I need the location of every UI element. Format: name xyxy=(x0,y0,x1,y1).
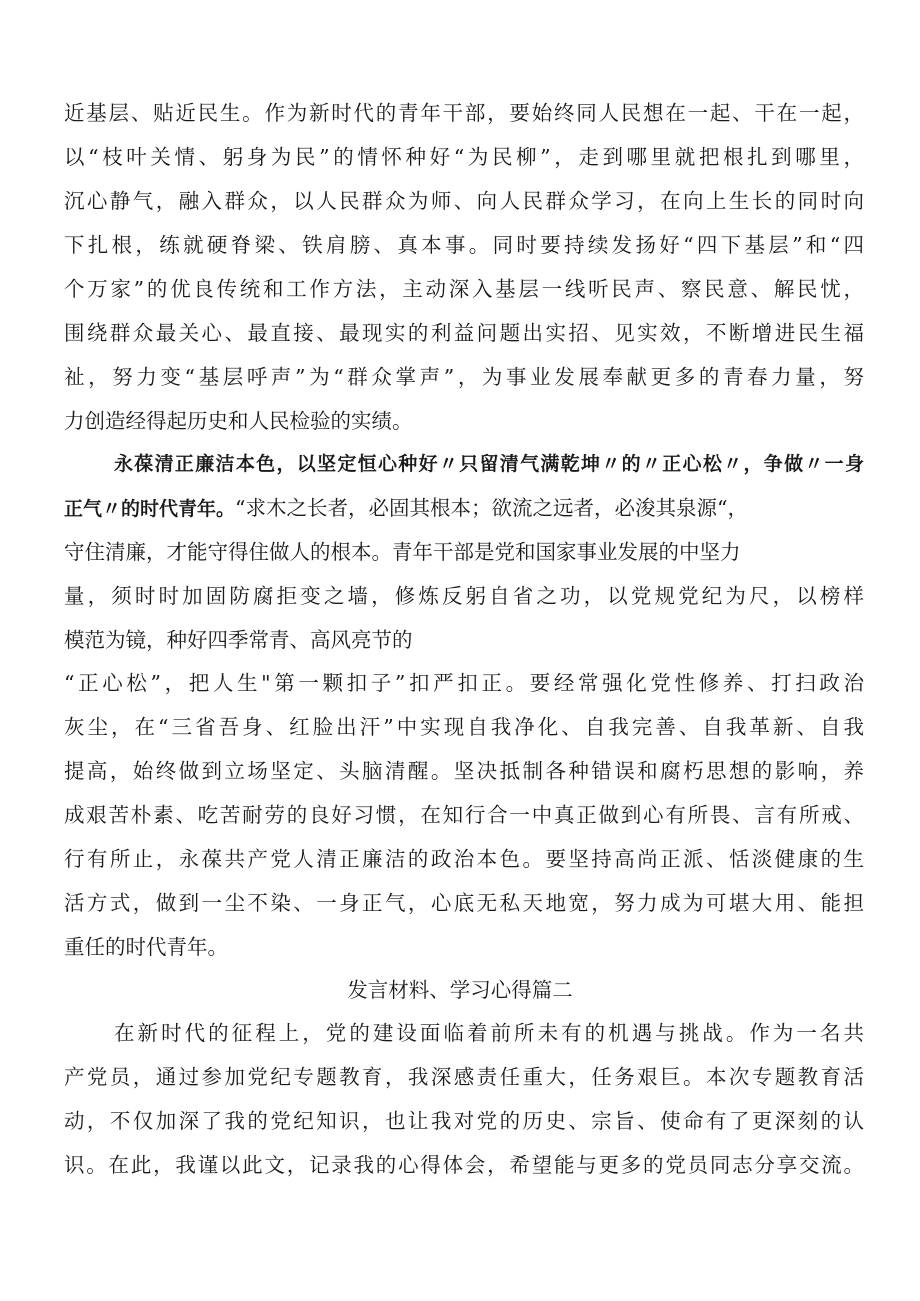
paragraph-line: 下扎根，练就硬脊梁、铁肩膀、真本事。同时要持续发扬好“四下基层”和“四 xyxy=(64,233,864,257)
paragraph-line: 力创造经得起历史和人民检验的实绩。 xyxy=(64,409,413,433)
paragraph-line: 成艰苦朴素、吃苦耐劳的良好习惯，在知行合一中真正做到心有所畏、言有所戒、 xyxy=(64,803,864,827)
bold-heading-text: 正气〃的时代青年。 xyxy=(64,498,236,520)
paragraph-line: 灰尘，在“三省吾身、红脸出汗”中实现自我净化、自我完善、自我革新、自我 xyxy=(64,715,864,739)
paragraph-line: 提高，始终做到立场坚定、头脑清醒。坚决抵制各种错误和腐朽思想的影响，养 xyxy=(64,759,864,783)
paragraph-line: 活方式，做到一尘不染、一身正气，心底无私天地宽，努力成为可堪大用、能担 xyxy=(64,891,864,915)
paragraph-line: 动，不仅加深了我的党纪知识，也让我对党的历史、宗旨、使命有了更深刻的认 xyxy=(64,1109,864,1133)
paragraph-text: “求木之长者，必固其根本；欲流之远者，必浚其泉源“， xyxy=(235,496,748,520)
paragraph-line: 量，须时时加固防腐拒变之墙，修炼反躬自省之功，以党规党纪为尺，以榜样 xyxy=(64,584,864,608)
paragraph-line: 守住清廉，才能守得住做人的根本。青年干部是党和国家事业发展的中坚力 xyxy=(64,540,741,564)
paragraph-line: 在新时代的征程上，党的建设面临着前所未有的机遇与挑战。作为一名共 xyxy=(114,1021,864,1045)
bold-heading-line: 永葆清正廉洁本色，以坚定恒心种好〃只留清气满乾坤〃的〃正心松〃，争做〃一身 xyxy=(114,453,864,475)
paragraph-line: 模范为镜，种好四季常青、高风亮节的 xyxy=(64,628,413,652)
paragraph-line: 个万家”的优良传统和工作方法，主动深入基层一线听民声、察民意、解民忧， xyxy=(64,277,864,301)
paragraph-line: 产党员，通过参加党纪专题教育，我深感责任重大，任务艰巨。本次专题教育活 xyxy=(64,1065,864,1089)
paragraph-line: 沉心静气，融入群众，以人民群众为师、向人民群众学习，在向上生长的同时向 xyxy=(64,189,864,213)
paragraph-line: 祉，努力变“基层呼声”为“群众掌声”，为事业发展奉献更多的青春力量，努 xyxy=(64,365,864,389)
paragraph-line: 行有所止，永葆共产党人清正廉洁的政治本色。要坚持高尚正派、恬淡健康的生 xyxy=(64,847,864,871)
paragraph-line: 围绕群众最关心、最直接、最现实的利益问题出实招、见实效，不断增进民生福 xyxy=(64,321,864,345)
paragraph-line xyxy=(64,491,864,525)
section-heading: 发言材料、学习心得篇二 xyxy=(347,978,573,1002)
paragraph-line: 识。在此，我谨以此文，记录我的心得体会，希望能与更多的党员同志分享交流。 xyxy=(64,1153,864,1177)
paragraph-line: 近基层、贴近民生。作为新时代的青年干部，要始终同人民想在一起、干在一起， xyxy=(64,101,864,125)
paragraph-line: 以“枝叶关情、躬身为民”的情怀种好“为民柳”，走到哪里就把根扎到哪里， xyxy=(64,145,864,169)
paragraph-line: “正心松”，把人生"第一颗扣子”扣严扣正。要经常强化党性修养、打扫政治 xyxy=(64,671,864,695)
paragraph-line: 重任的时代青年。 xyxy=(64,935,228,959)
